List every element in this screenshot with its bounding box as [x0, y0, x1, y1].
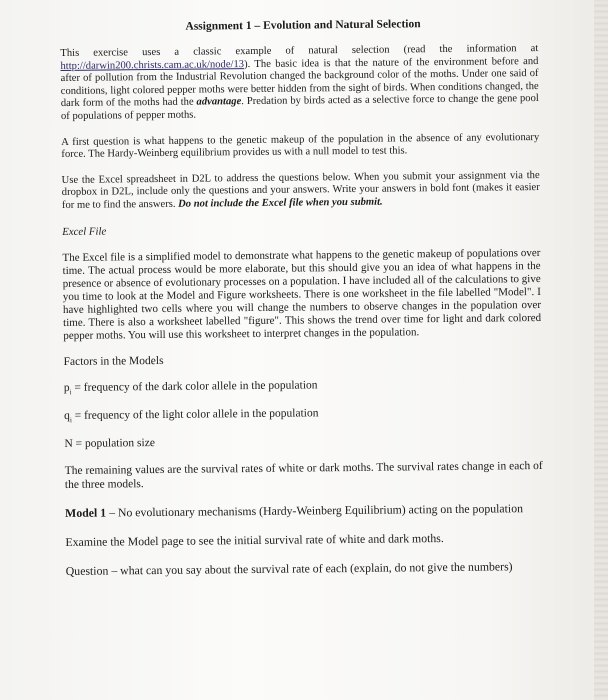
excel-file-label: Excel File: [62, 225, 107, 238]
excel-warning: Do not include the Excel file when you submit.: [178, 196, 383, 210]
factor-n: N = population size: [64, 437, 155, 451]
darwin-link[interactable]: http://darwin200.christs.cam.ac.uk/node/13: [60, 58, 245, 72]
excel-description-paragraph: The Excel file is a simplified model to demonstrate what happens to the genetic makeup of populations over time. The actual process would be more elaborate, but this should give you an idea of what happens in the presence or absence of evolutionary processes on a population. I have included all of the calculations to give you time to look at the Model and Figure worksheets. There is one worksheet in the file labelled "Model". I have highlighted two cells where you will change the numbers to observe changes in the population over time. There is also a worksheet labelled "figure". This shows the trend over time for light and dark colored pepper moths. You will use this worksheet to interpret changes in the population.: [62, 246, 542, 342]
model-1-heading: Model 1 – No evolutionary mechanisms (Hardy-Weinberg Equilibrium) acting on the population: [65, 501, 524, 521]
intro-paragraph: This exercise uses a classic example of natural selection (read the information at http://darwin200.christs.cam.ac.uk/node/13). The basic idea is that the nature of the environment before and after of pollution from the Industrial Revolution changed the background color of the moths. Under one said of conditions, light colored pepper moths were better hidden from the sight of birds. When conditions changed, the dark form of the moths had the advantage. Predation by birds acted as a selective force to change the gene pool of populations of pepper moths.: [60, 42, 539, 122]
excel-instructions-paragraph: Use the Excel spreadsheet in D2L to address the questions below. When you submit your assignment via the dropbox in D2L, include only the questions and your answers. Write your answers in bold font (makes it easier for me to find the answers. Do not include the Excel file when you submit.: [61, 169, 540, 211]
factors-title: Factors in the Models: [63, 354, 164, 368]
factor-q: $q_i$ = frequency of the light color allele in the population: [64, 407, 319, 425]
hardy-weinberg-paragraph: A first question is what happens to the genetic makeup of the population in the absence of any evolutionary force. The Hardy-Weinberg equilibrium provides us with a null model to test this.: [61, 131, 540, 161]
document-title: Assignment 1 – Evolution and Natural Selection: [185, 18, 421, 33]
examine-instruction: Examine the Model page to see the initial survival rate of white and dark moths.: [65, 531, 444, 550]
survival-paragraph: The remaining values are the survival rates of white or dark moths. The survival rates change in each of the three models.: [64, 460, 543, 492]
factor-p: $p_i$ = frequency of the dark color allele in the population: [63, 378, 318, 396]
document-content: [60, 17, 544, 579]
page-edge: [594, 0, 608, 700]
advantage-emphasis: advantage: [196, 96, 242, 108]
question-1: Question – what can you say about the survival rate of each (explain, do not give the numbers): [65, 559, 513, 579]
